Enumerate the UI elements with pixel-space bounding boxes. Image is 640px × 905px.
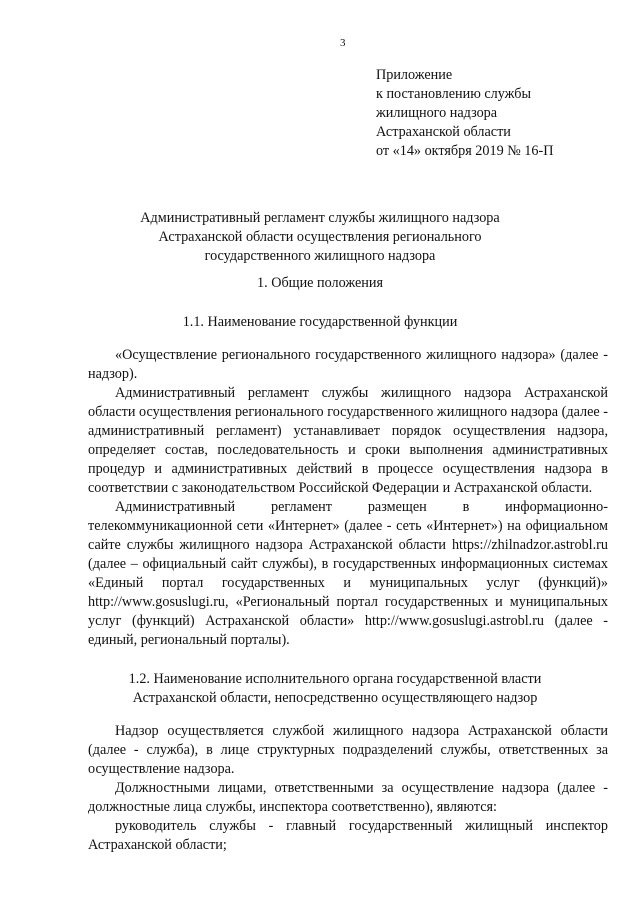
paragraph-text: Административный регламент службы жилищного надзора Астраханской области осуществления регионального государственного жилищного надзора (далее - административный регламент) устанавливает порядок осуществления надзора, определяет состав, последовательность и сроки выполнения административных процедур и административных действий в процессе осуществления надзора в соответствии с законодательством Российской Федерации и Астраханской области. <box>88 385 608 496</box>
paragraph-text: «Осуществление регионального государственного жилищного надзора» (далее - надзор). <box>88 347 608 382</box>
paragraph-text: Надзор осуществляется службой жилищного надзора Астраханской области (далее - служба), в лице структурных подразделений службы, ответственных за осуществление надзора. <box>88 723 608 777</box>
paragraph-text: Административный регламент размещен в информационно-телекоммуникационной сети «Интернет» (далее - сеть «Интернет») на официальном сайте службы жилищного надзора Астраханской области https://zhilnadzor.astrobl.ru (далее – официальный сайт службы), в государственных информационных системах «Единый портал государственных и муниципальных услуг (функций)» http://www.gosuslugi.ru, «Региональный портал государственных и муниципальных услуг (функций) Астраханской области» http://www.gosuslugi.astrobl.ru (далее - единый, региональный порталы). <box>88 499 608 648</box>
appendix-block <box>376 66 553 161</box>
paragraph <box>88 346 608 384</box>
appendix-line: к постановлению службы <box>376 86 532 102</box>
section-1-1-heading: 1.1. Наименование государственной функции <box>182 314 458 330</box>
section-1-2-heading: 1.2. Наименование исполнительного органа государственной власти Астраханской области, непосредственно осуществляющего надзор <box>128 671 542 706</box>
appendix-line: Астраханской области <box>376 124 511 140</box>
appendix-line: жилищного надзора <box>376 105 498 121</box>
paragraph <box>88 498 608 650</box>
paragraph <box>88 779 608 817</box>
paragraph-text: Должностными лицами, ответственными за осуществление надзора (далее - должностные лица службы, инспектора соответственно), являются: <box>88 780 608 815</box>
page-number: 3 <box>340 37 346 49</box>
document-title: Административный регламент службы жилищного надзора Астраханской области осуществления регионального государственного жилищного надзора <box>140 210 500 264</box>
paragraph <box>88 384 608 498</box>
paragraph <box>88 817 608 855</box>
appendix-line: от «14» октября 2019 № 16-П <box>376 143 554 159</box>
section-1-heading: 1. Общие положения <box>257 275 383 291</box>
paragraph <box>88 722 608 779</box>
appendix-line: Приложение <box>376 67 453 83</box>
paragraph-text: руководитель службы - главный государственный жилищный инспектор Астраханской области; <box>88 818 608 853</box>
